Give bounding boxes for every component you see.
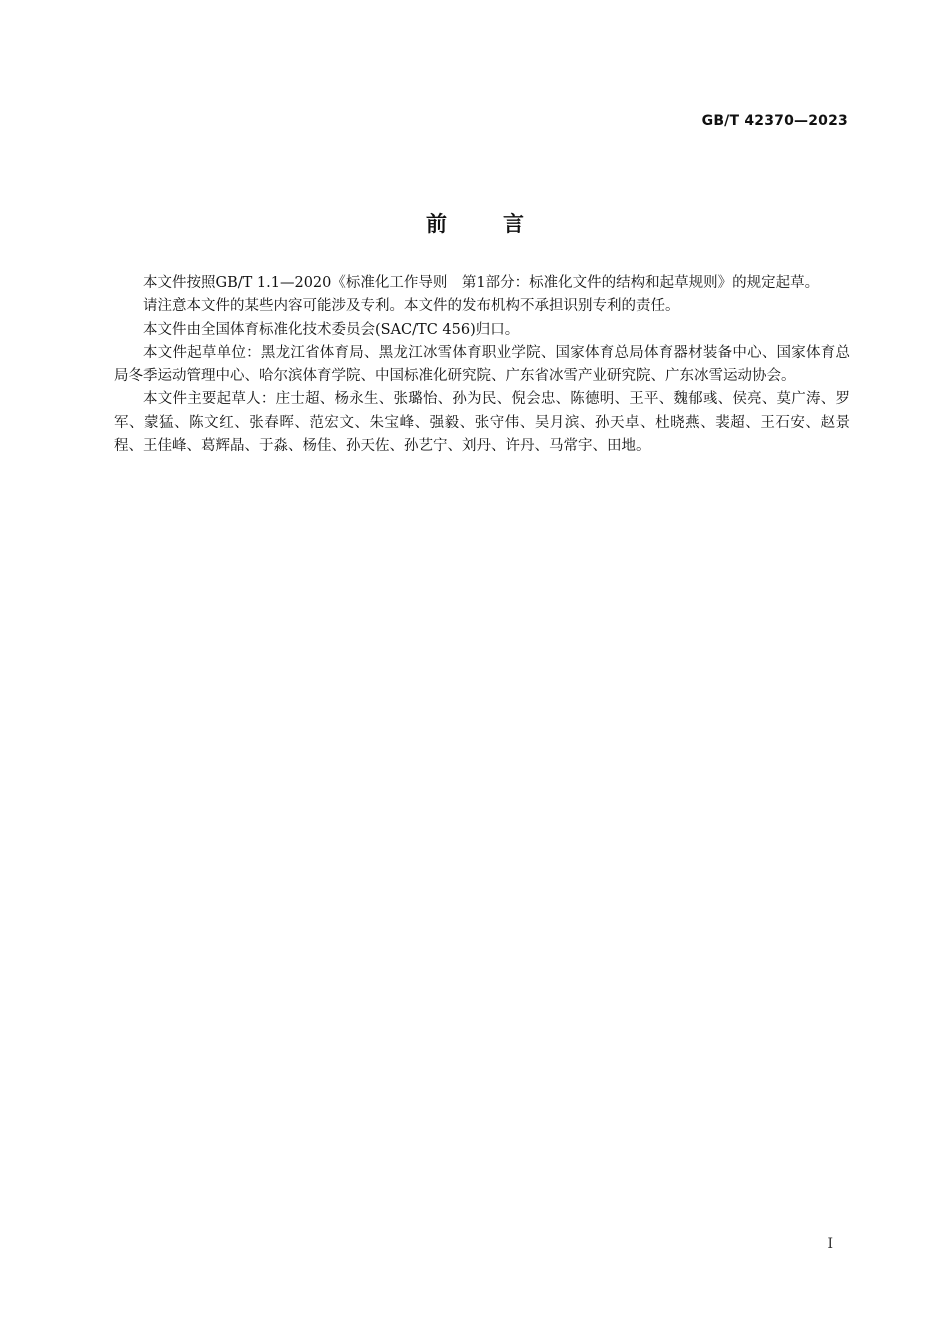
- paragraph-drafting-units: 本文件起草单位：黑龙江省体育局、黑龙江冰雪体育职业学院、国家体育总局体育器材装备中心、国家体育总局冬季运动管理中心、哈尔滨体育学院、中国标准化研究院、广东省冰雪产业研究院、广东冰雪运动协会。: [114, 344, 850, 385]
- paragraph-responsible-committee: 本文件由全国体育标准化技术委员会(SAC/TC 456)归口。: [143, 321, 520, 338]
- paragraph-patent-notice: 请注意本文件的某些内容可能涉及专利。本文件的发布机构不承担识别专利的责任。: [143, 298, 680, 315]
- paragraph-drafting-rules: 本文件按照GB/T 1.1—2020《标准化工作导则 第1部分：标准化文件的结构和起草规则》的规定起草。: [143, 275, 820, 291]
- standard-number: GB/T 42370—2023: [701, 113, 848, 129]
- foreword-body: [114, 272, 850, 458]
- page-number: I: [827, 1236, 833, 1252]
- paragraph-drafters: 本文件主要起草人：庄士超、杨永生、张璐怡、孙为民、倪会忠、陈德明、王平、魏郁彧、侯亮、莫广涛、罗军、蒙猛、陈文红、张春晖、范宏文、朱宝峰、强毅、张守伟、吴月滨、孙天卓、杜晓燕、裴超、王石安、赵景程、王佳峰、葛辉晶、于淼、杨佳、孙天佐、孙艺宁、刘丹、许丹、马常宇、田地。: [114, 391, 850, 455]
- page-title: 前言: [426, 212, 580, 237]
